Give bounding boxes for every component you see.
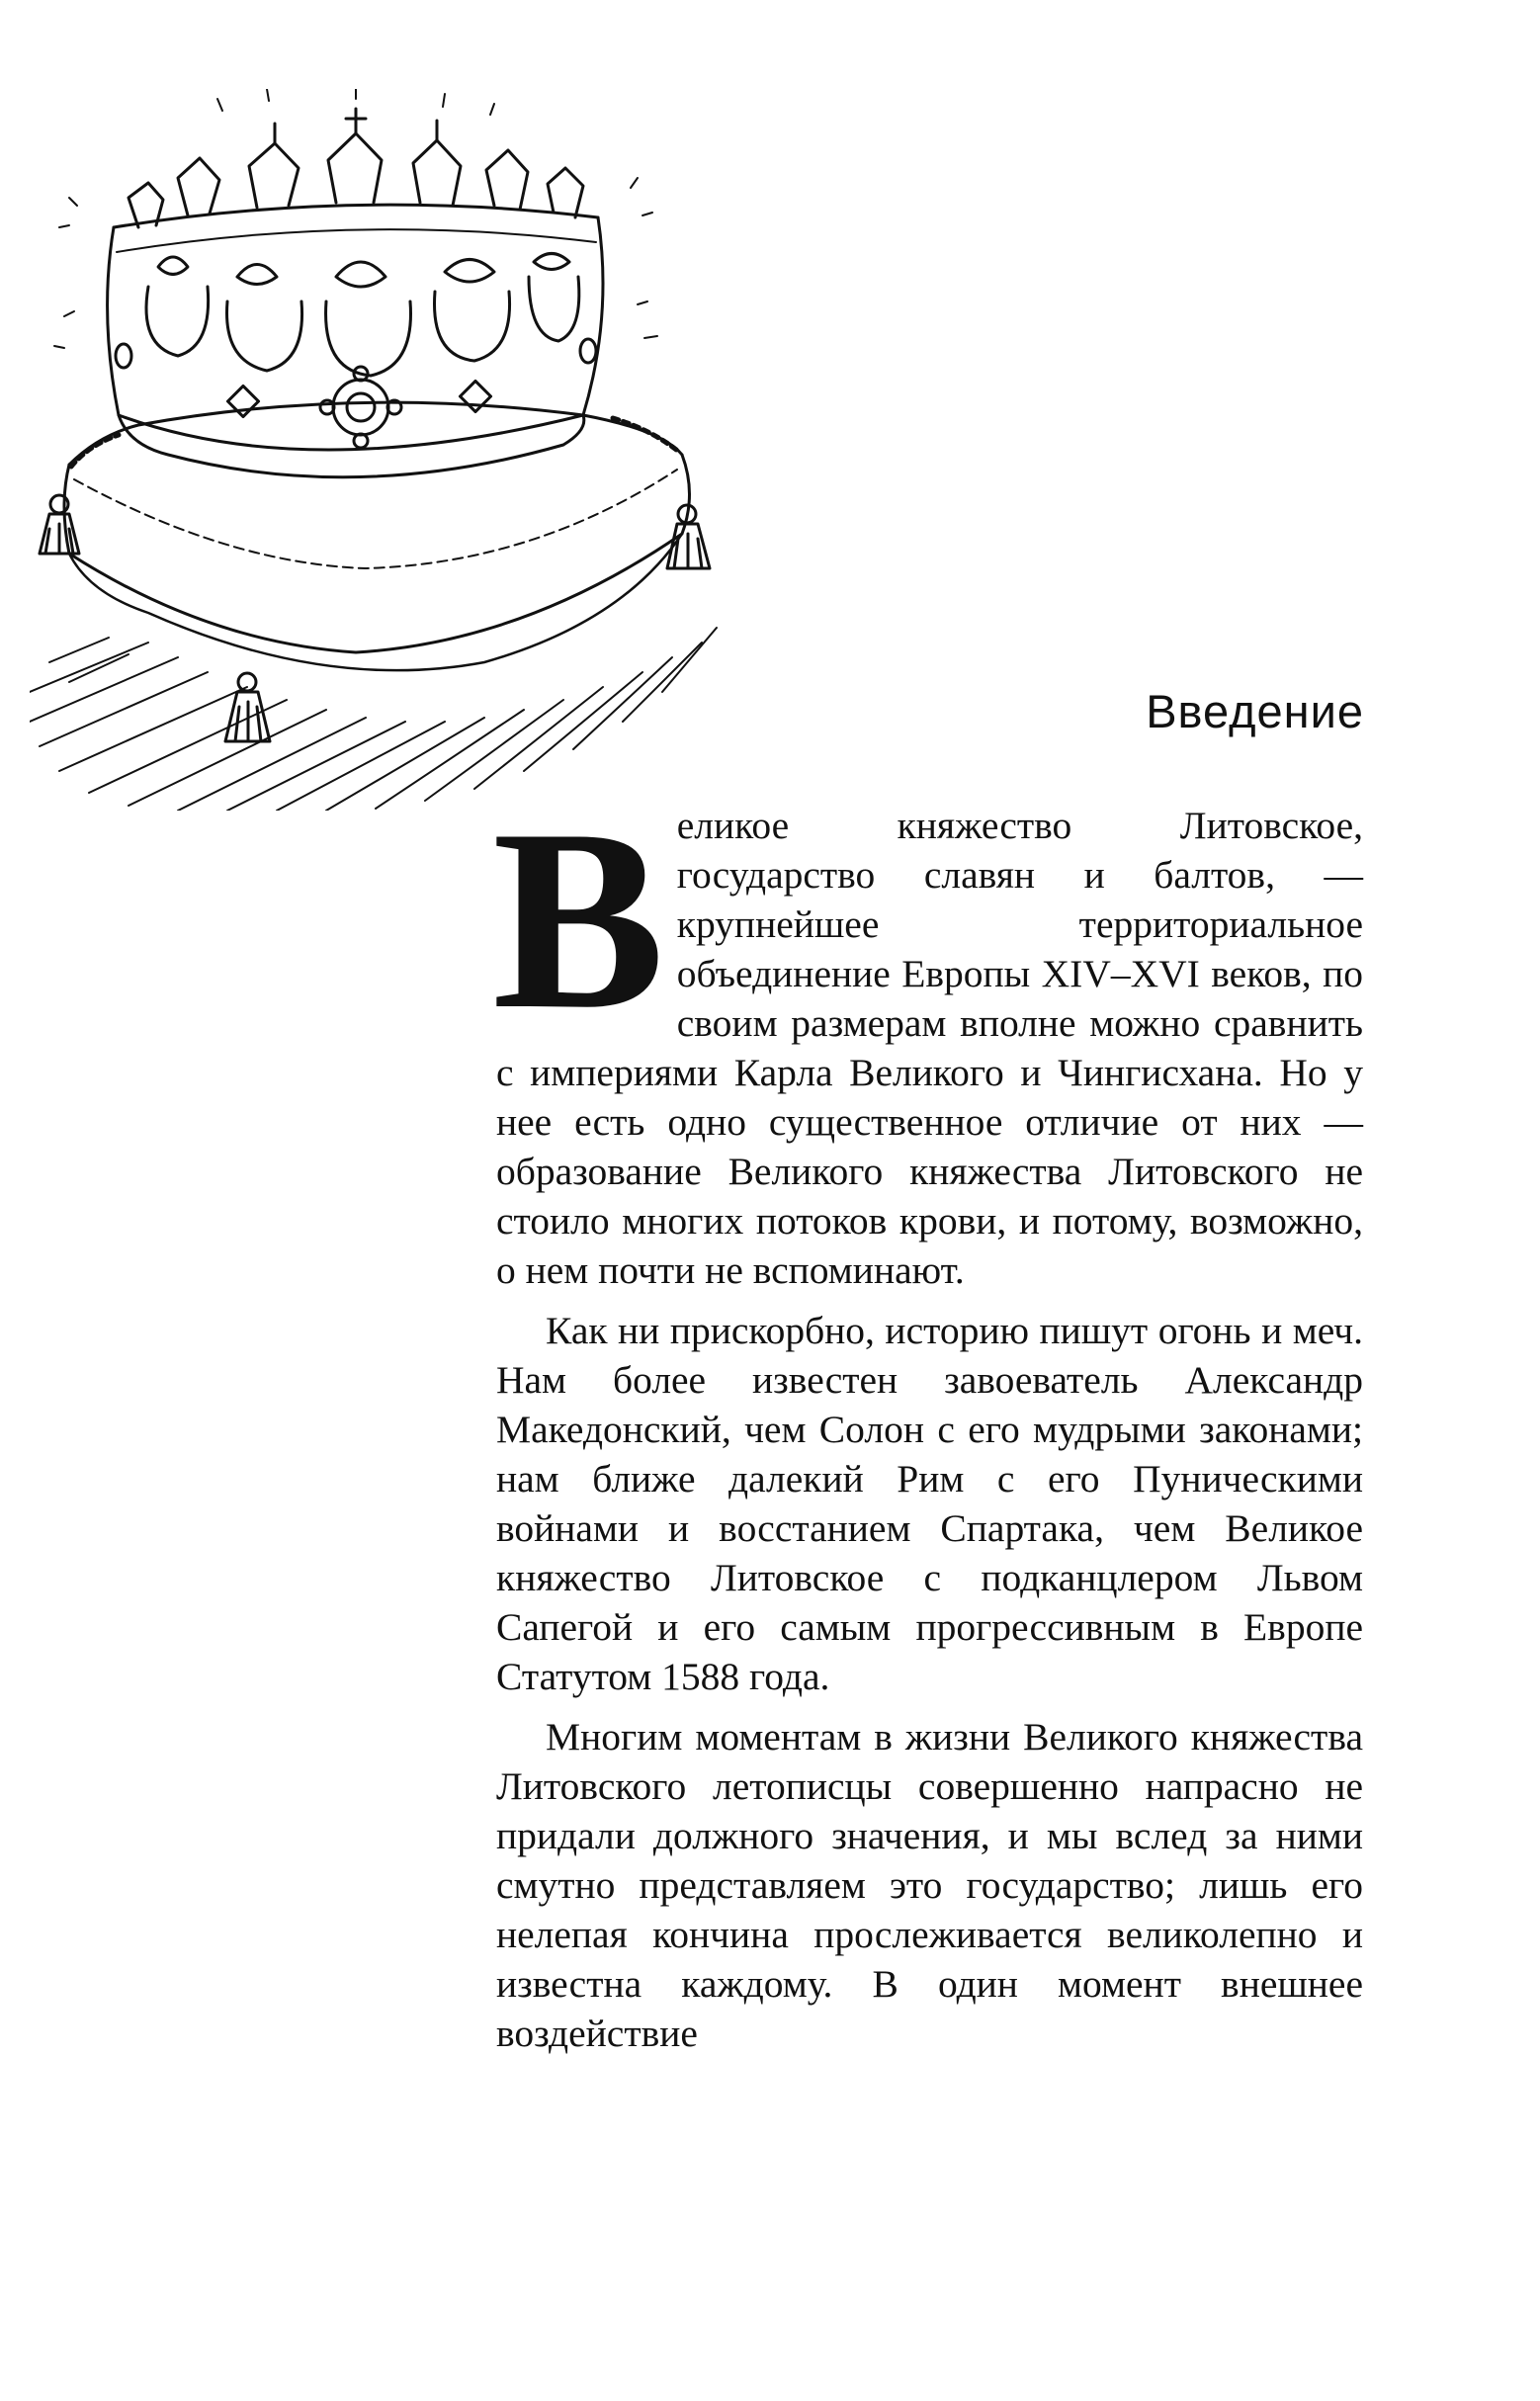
paragraph-2: Как ни прискорбно, историю пишут огонь и меч. Нам более известен завоеватель Александр Македонский, чем Солон с его мудрыми законами; нам ближе далекий Рим с его Пуническими войнами и восстанием Спартака, чем Великое княжество Литовское с подканцлером Львом Сапегой и его самым прогрессивным в Европе Статутом 1588 года. <box>496 1309 1363 1698</box>
paragraph-1 <box>492 776 1363 1295</box>
chapter-title: Введение <box>1146 685 1364 737</box>
crown-body <box>108 109 603 477</box>
drop-cap: В <box>492 776 661 1063</box>
body-text <box>492 776 1363 2058</box>
paragraph-1-text: еликое княжество Литовское, государство славян и балтов, — крупнейшее территориальное объединение Европы XIV–XVI веков, по своим размерам вполне можно сравнить с империями Карла Великого и Чингисхана. Но у нее есть одно существенное отличие от них — образование Великого княжества Литовского не стоило многих потоков крови, и потому, возможно, о нем почти не вспоминают. <box>496 804 1363 1292</box>
tassel-left <box>40 495 79 554</box>
crown-on-cushion-illustration <box>30 89 722 811</box>
tassel-bottom <box>225 673 270 741</box>
cushion <box>64 402 690 670</box>
paragraph-3: Многим моментам в жизни Великого княжества Литовского летописцы совершенно напрасно не придали должного значения, и мы вслед за ними смутно представляем это государство; лишь его нелепая кончина прослеживается великолепно и известна каждому. В один момент внешнее воздействие <box>496 1715 1363 2055</box>
